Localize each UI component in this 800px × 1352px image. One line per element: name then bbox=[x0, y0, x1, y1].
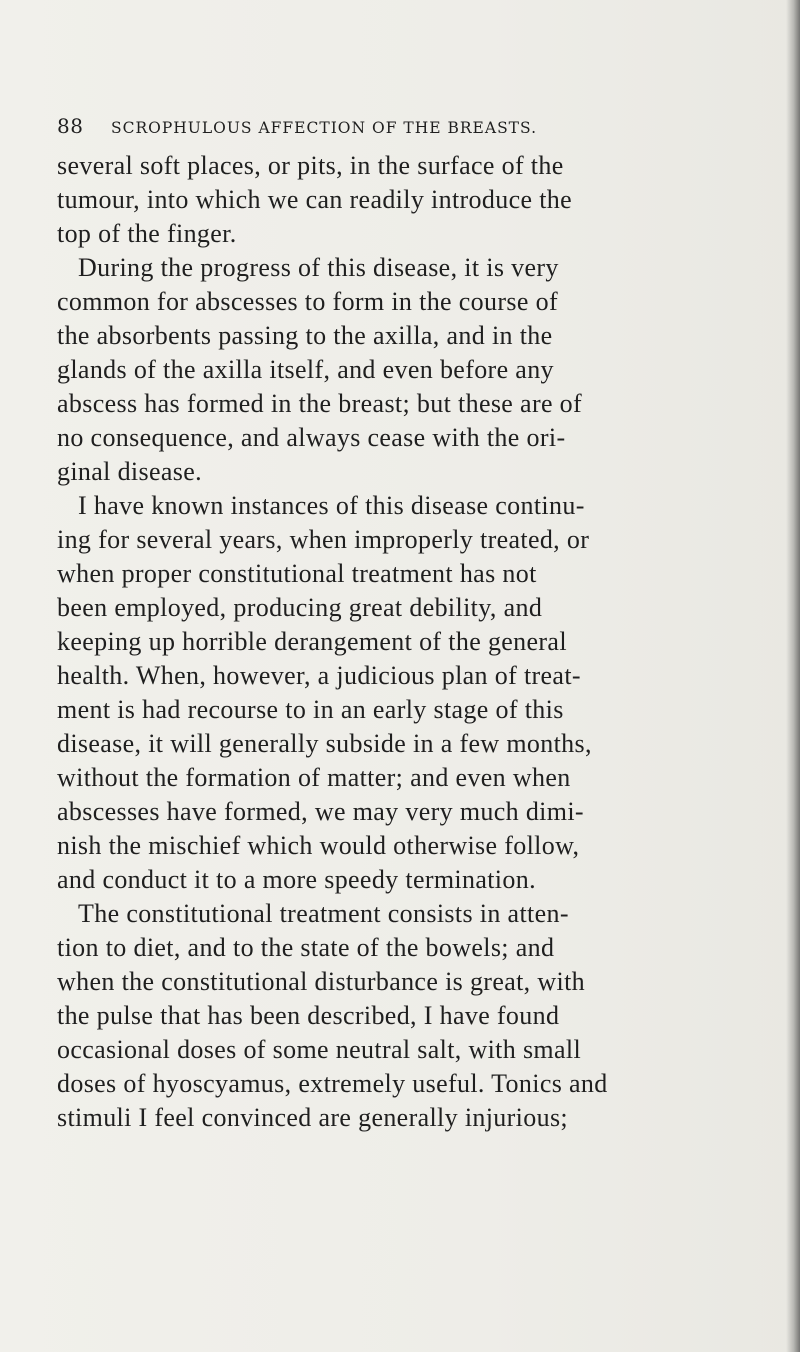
text-line: tumour, into which we can readily introduce the bbox=[57, 185, 573, 214]
page-number: 88 bbox=[57, 114, 84, 138]
running-head: SCROPHULOUS AFFECTION OF THE BREASTS. bbox=[111, 119, 538, 137]
text-line: During the progress of this disease, it is very bbox=[78, 253, 559, 282]
text-line: disease, it will generally subside in a few months, bbox=[57, 729, 592, 758]
text-line: abscesses have formed, we may very much dimi- bbox=[57, 797, 584, 826]
text-line: been employed, producing great debility, and bbox=[57, 593, 543, 622]
text-line: top of the finger. bbox=[57, 219, 237, 248]
text-line: I have known instances of this disease continu- bbox=[78, 491, 585, 520]
text-line: keeping up horrible derangement of the general bbox=[57, 627, 567, 656]
text-line: nish the mischief which would otherwise follow, bbox=[57, 831, 580, 860]
text-line: doses of hyoscyamus, extremely useful. Tonics and bbox=[57, 1069, 608, 1098]
text-line: no consequence, and always cease with the ori- bbox=[57, 423, 566, 452]
text-line: common for abscesses to form in the course of bbox=[57, 287, 558, 316]
text-line: The constitutional treatment consists in atten- bbox=[78, 899, 569, 928]
text-line: ing for several years, when improperly treated, or bbox=[57, 525, 590, 554]
text-line: without the formation of matter; and even when bbox=[57, 763, 571, 792]
text-line: tion to diet, and to the state of the bowels; and bbox=[57, 933, 555, 962]
text-line: occasional doses of some neutral salt, with small bbox=[57, 1035, 582, 1064]
page-header bbox=[57, 114, 757, 144]
text-line: several soft places, or pits, in the surface of the bbox=[57, 151, 564, 180]
text-line: when the constitutional disturbance is great, with bbox=[57, 967, 585, 996]
page-edge-shadow bbox=[786, 0, 800, 1352]
text-line: stimuli I feel convinced are generally injurious; bbox=[57, 1103, 568, 1132]
text-line: glands of the axilla itself, and even before any bbox=[57, 355, 554, 384]
text-line: the pulse that has been described, I have found bbox=[57, 1001, 560, 1030]
text-line: the absorbents passing to the axilla, and in the bbox=[57, 321, 553, 350]
text-line: ginal disease. bbox=[57, 457, 202, 486]
text-line: when proper constitutional treatment has not bbox=[57, 559, 537, 588]
text-line: health. When, however, a judicious plan of treat- bbox=[57, 661, 581, 690]
text-line: abscess has formed in the breast; but these are of bbox=[57, 389, 583, 418]
text-line: ment is had recourse to in an early stage of this bbox=[57, 695, 564, 724]
text-line: and conduct it to a more speedy termination. bbox=[57, 865, 536, 894]
